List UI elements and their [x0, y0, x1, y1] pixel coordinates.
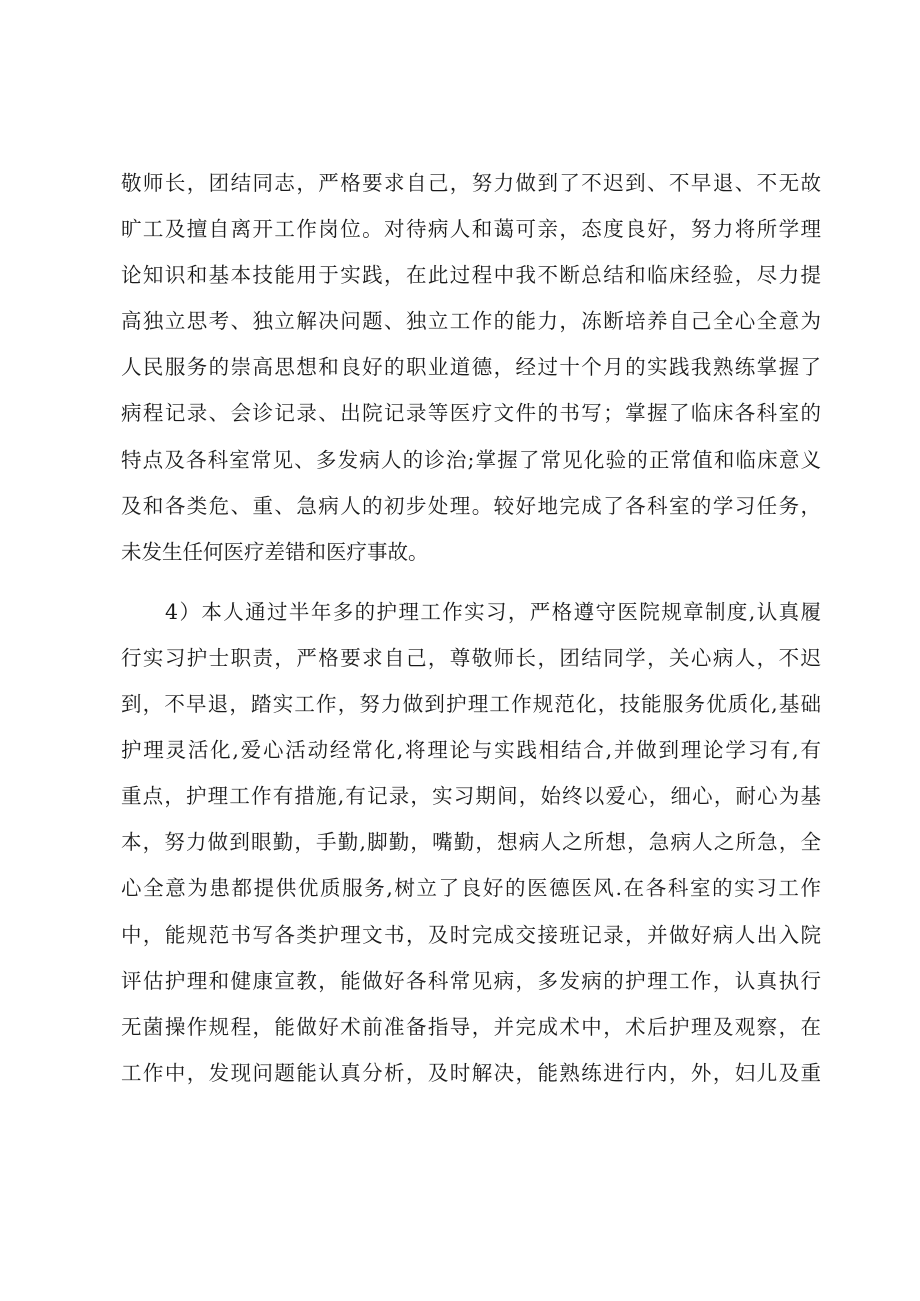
text-line: 人民服务的崇高思想和良好的职业道德，经过十个月的实践我熟练掌握了 — [121, 355, 821, 380]
text-line: 无菌操作规程，能做好术前准备指导，并完成术中，术后护理及观察，在 — [121, 1014, 821, 1039]
text-line: 工作中，发现问题能认真分析，及时解决，能熟练进行内，外，妇儿及重 — [121, 1060, 821, 1085]
text-line: 特点及各科室常见、多发病人的诊治;掌握了常见化验的正常值和临床意义 — [121, 447, 821, 472]
text-line: 论知识和基本技能用于实践，在此过程中我不断总结和临床经验，尽力提 — [121, 263, 821, 288]
text-line: 到，不早退，踏实工作，努力做到护理工作规范化，技能服务优质化,基础 — [121, 692, 821, 717]
text-line: 护理灵活化,爱心活动经常化,将理论与实践相结合,并做到理论学习有,有 — [121, 738, 821, 763]
text-line: 及和各类危、重、急病人的初步处理。较好地完成了各科室的学习任务， — [121, 493, 821, 518]
text-line: 重点，护理工作有措施,有记录，实习期间，始终以爱心，细心，耐心为基 — [121, 784, 821, 809]
document-body — [121, 160, 821, 1096]
text-line: 敬师长，团结同志，严格要求自己，努力做到了不迟到、不早退、不无故 — [121, 171, 821, 195]
text-line: 旷工及擅自离开工作岗位。对待病人和蔼可亲，态度良好，努力将所学理 — [121, 217, 821, 242]
text-line: 本，努力做到眼勤，手勤,脚勤，嘴勤，想病人之所想，急病人之所急，全 — [121, 830, 821, 855]
paragraph-continuation — [121, 160, 821, 575]
text-line: 4）本人通过半年多的护理工作实习，严格遵守医院规章制度,认真履 — [165, 599, 821, 624]
text-line: 评估护理和健康宣教，能做好各科常见病，多发病的护理工作，认真执行 — [121, 968, 821, 993]
text-line: 中，能规范书写各类护理文书，及时完成交接班记录，并做好病人出入院 — [121, 922, 821, 947]
paragraph-item-4 — [121, 589, 821, 1096]
text-line: 高独立思考、独立解决问题、独立工作的能力，冻断培养自己全心全意为 — [121, 309, 821, 334]
paragraph-spacer — [121, 575, 821, 589]
text-line: 未发生任何医疗差错和医疗事故。 — [121, 539, 429, 564]
text-line: 病程记录、会诊记录、出院记录等医疗文件的书写；掌握了临床各科室的 — [121, 401, 821, 426]
text-line: 行实习护士职责，严格要求自己，尊敬师长，团结同学，关心病人，不迟 — [121, 645, 821, 670]
text-line: 心全意为患都提供优质服务,树立了良好的医德医风.在各科室的实习工作 — [121, 876, 821, 901]
